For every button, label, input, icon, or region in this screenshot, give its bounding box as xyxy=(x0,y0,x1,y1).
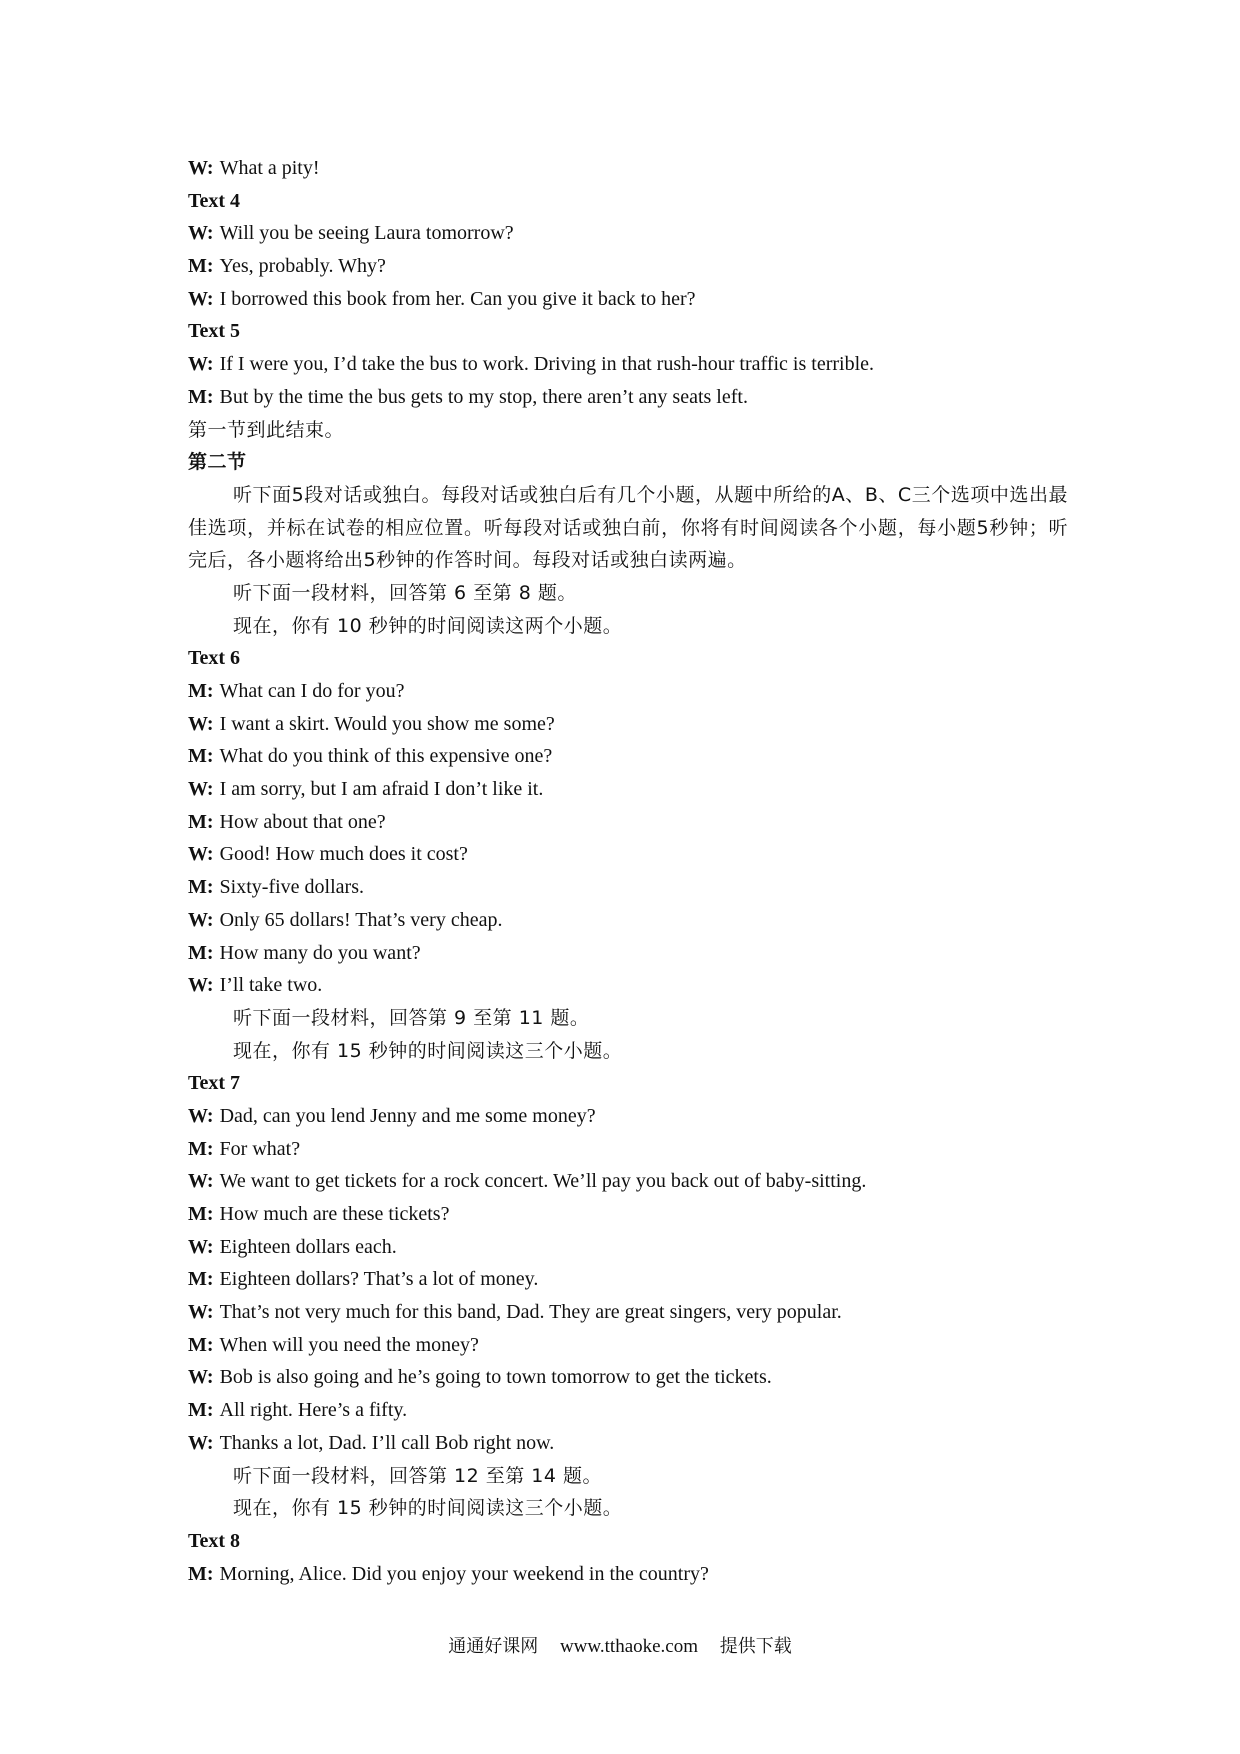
dialogue-line xyxy=(188,969,1068,1002)
transcript-block-b xyxy=(188,577,1068,1590)
dialogue-line xyxy=(188,1198,1068,1231)
dialogue-line xyxy=(188,1263,1068,1296)
speaker-label: M: xyxy=(188,1333,214,1356)
dialogue-text: For what? xyxy=(219,1137,301,1160)
text-heading: Text 7 xyxy=(188,1072,241,1095)
dialogue-line xyxy=(188,1100,1068,1133)
dialogue-line xyxy=(188,740,1068,773)
speaker-label: M: xyxy=(188,810,214,833)
dialogue-line xyxy=(188,1394,1068,1427)
instruction-line: 听下面一段材料，回答第 6 至第 8 题。 xyxy=(233,581,577,604)
speaker-label: W: xyxy=(188,1170,214,1193)
dialogue-text: How many do you want? xyxy=(219,941,421,964)
dialogue-text: Dad, can you lend Jenny and me some money? xyxy=(219,1104,596,1127)
dialogue-line xyxy=(188,806,1068,839)
dialogue-text: If I were you, I’d take the bus to work. Driving in that rush-hour traffic is terrible. xyxy=(219,353,875,376)
dialogue-text: Eighteen dollars each. xyxy=(219,1235,397,1258)
speaker-label: W: xyxy=(188,1235,214,1258)
speaker-label: M: xyxy=(188,680,214,703)
section-end-note: 第一节到此结束。 xyxy=(188,418,345,441)
speaker-label: W: xyxy=(188,1104,214,1127)
dialogue-text: Will you be seeing Laura tomorrow? xyxy=(219,222,514,245)
dialogue-line xyxy=(188,1558,1068,1591)
speaker-label: M: xyxy=(188,1268,214,1291)
dialogue-text: Only 65 dollars! That’s very cheap. xyxy=(219,908,503,931)
dialogue-text: How much are these tickets? xyxy=(219,1203,450,1226)
dialogue-line xyxy=(188,838,1068,871)
dialogue-text: Good! How much does it cost? xyxy=(219,843,468,866)
dialogue-text: We want to get tickets for a rock concert. We’ll pay you back out of baby-sitting. xyxy=(219,1170,867,1193)
dialogue-text: Eighteen dollars? That’s a lot of money. xyxy=(219,1268,539,1291)
instruction-line: 听下面一段材料，回答第 12 至第 14 题。 xyxy=(233,1464,603,1487)
speaker-label: W: xyxy=(188,778,214,801)
dialogue-text: Yes, probably. Why? xyxy=(219,255,386,278)
dialogue-line xyxy=(188,871,1068,904)
dialogue-text: When will you need the money? xyxy=(219,1333,479,1356)
instruction-line: 现在，你有 15 秒钟的时间阅读这三个小题。 xyxy=(233,1039,623,1062)
dialogue-line xyxy=(188,1361,1068,1394)
dialogue-text: Sixty-five dollars. xyxy=(219,876,364,899)
speaker-label: M: xyxy=(188,876,214,899)
speaker-label: M: xyxy=(188,385,214,408)
speaker-label: M: xyxy=(188,1137,214,1160)
text-heading: Text 5 xyxy=(188,320,241,343)
speaker-label: W: xyxy=(188,1366,214,1389)
dialogue-text: I borrowed this book from her. Can you give it back to her? xyxy=(219,287,696,310)
speaker-label: M: xyxy=(188,255,214,278)
dialogue-line xyxy=(188,381,1068,414)
dialogue-line xyxy=(188,773,1068,806)
speaker-label: M: xyxy=(188,1203,214,1226)
dialogue-line xyxy=(188,708,1068,741)
dialogue-line xyxy=(188,1329,1068,1362)
speaker-label: W: xyxy=(188,908,214,931)
dialogue-text: Bob is also going and he’s going to town tomorrow to get the tickets. xyxy=(219,1366,772,1389)
text-heading: Text 8 xyxy=(188,1529,241,1552)
dialogue-line xyxy=(188,1165,1068,1198)
dialogue-line xyxy=(188,1231,1068,1264)
speaker-label: M: xyxy=(188,1562,214,1585)
dialogue-line xyxy=(188,152,1068,185)
footer-suffix: 提供下载 xyxy=(719,1636,792,1657)
dialogue-text: What do you think of this expensive one? xyxy=(219,745,553,768)
speaker-label: W: xyxy=(188,353,214,376)
speaker-label: W: xyxy=(188,287,214,310)
speaker-label: M: xyxy=(188,745,214,768)
dialogue-text: I’ll take two. xyxy=(219,974,323,997)
dialogue-text: How about that one? xyxy=(219,810,386,833)
dialogue-text: Thanks a lot, Dad. I’ll call Bob right now. xyxy=(219,1431,555,1454)
speaker-label: W: xyxy=(188,1431,214,1454)
dialogue-text: But by the time the bus gets to my stop, there aren’t any seats left. xyxy=(219,385,748,408)
speaker-label: M: xyxy=(188,941,214,964)
dialogue-text: I want a skirt. Would you show me some? xyxy=(219,712,555,735)
dialogue-text: All right. Here’s a fifty. xyxy=(219,1399,408,1422)
instruction-line: 现在，你有 10 秒钟的时间阅读这两个小题。 xyxy=(233,614,623,637)
text-heading: Text 6 xyxy=(188,647,241,670)
dialogue-line xyxy=(188,1296,1068,1329)
instruction-line: 听下面一段材料，回答第 9 至第 11 题。 xyxy=(233,1006,590,1029)
dialogue-line xyxy=(188,250,1068,283)
speaker-label: W: xyxy=(188,974,214,997)
transcript-block-a xyxy=(188,152,1068,479)
dialogue-text: What a pity! xyxy=(219,157,320,179)
speaker-label: W: xyxy=(188,222,214,245)
dialogue-text: I am sorry, but I am afraid I don’t like it. xyxy=(219,778,544,801)
speaker-label: W: xyxy=(188,1301,214,1324)
dialogue-text: What can I do for you? xyxy=(219,680,405,703)
speaker-label: W: xyxy=(188,157,214,179)
dialogue-line xyxy=(188,937,1068,970)
dialogue-line xyxy=(188,904,1068,937)
page-footer xyxy=(0,1632,1240,1658)
text-heading: Text 4 xyxy=(188,189,241,212)
dialogue-line xyxy=(188,1133,1068,1166)
dialogue-line xyxy=(188,1427,1068,1460)
transcript-body xyxy=(188,152,1068,1590)
dialogue-text: Morning, Alice. Did you enjoy your weekend in the country? xyxy=(219,1562,709,1585)
dialogue-text: That’s not very much for this band, Dad. They are great singers, very popular. xyxy=(219,1301,842,1324)
speaker-label: W: xyxy=(188,712,214,735)
dialogue-line xyxy=(188,675,1068,708)
section-heading: 第二节 xyxy=(188,451,247,474)
footer-site-name: 通通好课网 xyxy=(448,1636,539,1657)
dialogue-line xyxy=(188,283,1068,316)
speaker-label: W: xyxy=(188,843,214,866)
section2-instructions: 听下面5段对话或独白。每段对话或独白后有几个小题，从题中所给的A、B、C三个选项中选出最佳选项，并标在试卷的相应位置。听每段对话或独白前，你将有时间阅读各个小题，每小题5秒钟；听完后，各小题将给出5秒钟的作答时间。每段对话或独白读两遍。 xyxy=(188,483,1068,572)
instruction-line: 现在，你有 15 秒钟的时间阅读这三个小题。 xyxy=(233,1497,623,1520)
dialogue-line xyxy=(188,217,1068,250)
dialogue-line xyxy=(188,348,1068,381)
speaker-label: M: xyxy=(188,1399,214,1422)
footer-url: www.tthaoke.com xyxy=(559,1636,699,1657)
